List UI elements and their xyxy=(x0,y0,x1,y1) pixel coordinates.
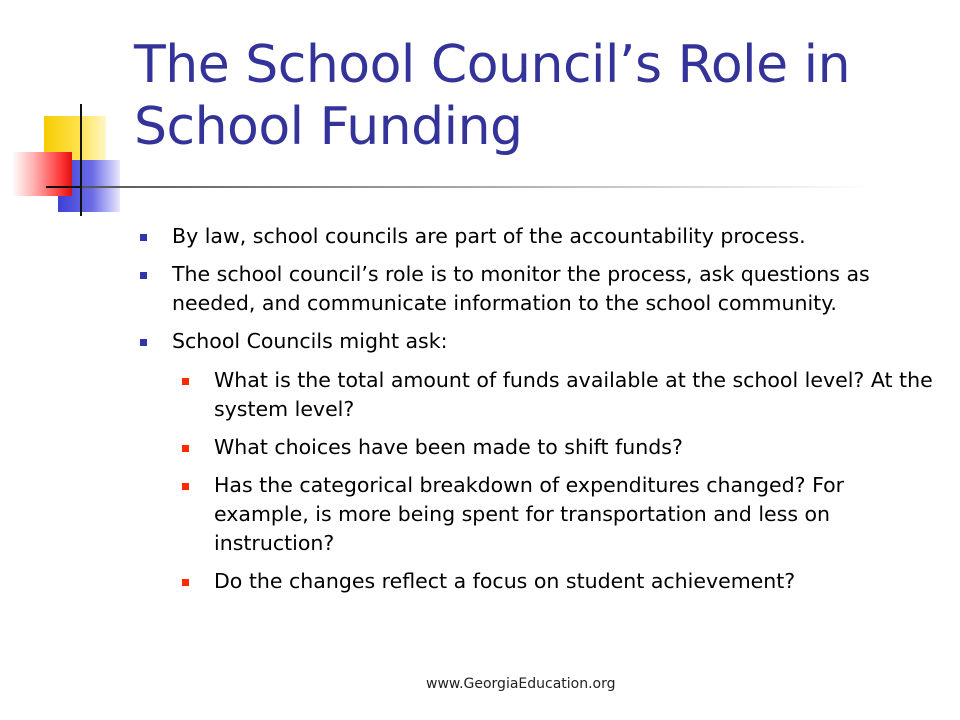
bullet-list xyxy=(140,222,940,605)
question-item xyxy=(182,433,940,462)
question-text: What choices have been made to shift funds? xyxy=(214,435,683,459)
vertical-accent-line xyxy=(80,104,82,216)
bullet-item xyxy=(140,222,940,251)
question-text: Has the categorical breakdown of expenditures changed? For example, is more being spent for transportation and less on instruction? xyxy=(214,473,845,555)
slide-title xyxy=(134,34,924,158)
question-text: Do the changes reflect a focus on student achievement? xyxy=(214,569,796,593)
question-item xyxy=(182,366,940,424)
decorative-logo-blocks xyxy=(0,100,140,220)
bullet-text: By law, school councils are part of the accountability process. xyxy=(172,224,806,248)
title-line-1: The School Council’s Role in xyxy=(134,35,851,95)
bullet-text: School Councils might ask: xyxy=(172,329,448,353)
footer-url: www.GeorgiaEducation.org xyxy=(426,676,616,692)
bullet-text: The school council’s role is to monitor the process, ask questions as needed, and communicate information to the school community. xyxy=(172,262,870,315)
bullet-item xyxy=(140,260,940,318)
title-divider xyxy=(82,186,872,188)
title-line-2: School Funding xyxy=(134,97,523,157)
red-square xyxy=(12,152,72,196)
question-text: What is the total amount of funds available at the school level? At the system level? xyxy=(214,368,933,421)
bullet-item xyxy=(140,327,940,596)
question-item xyxy=(182,471,940,558)
question-item xyxy=(182,567,940,596)
question-list xyxy=(182,366,940,596)
